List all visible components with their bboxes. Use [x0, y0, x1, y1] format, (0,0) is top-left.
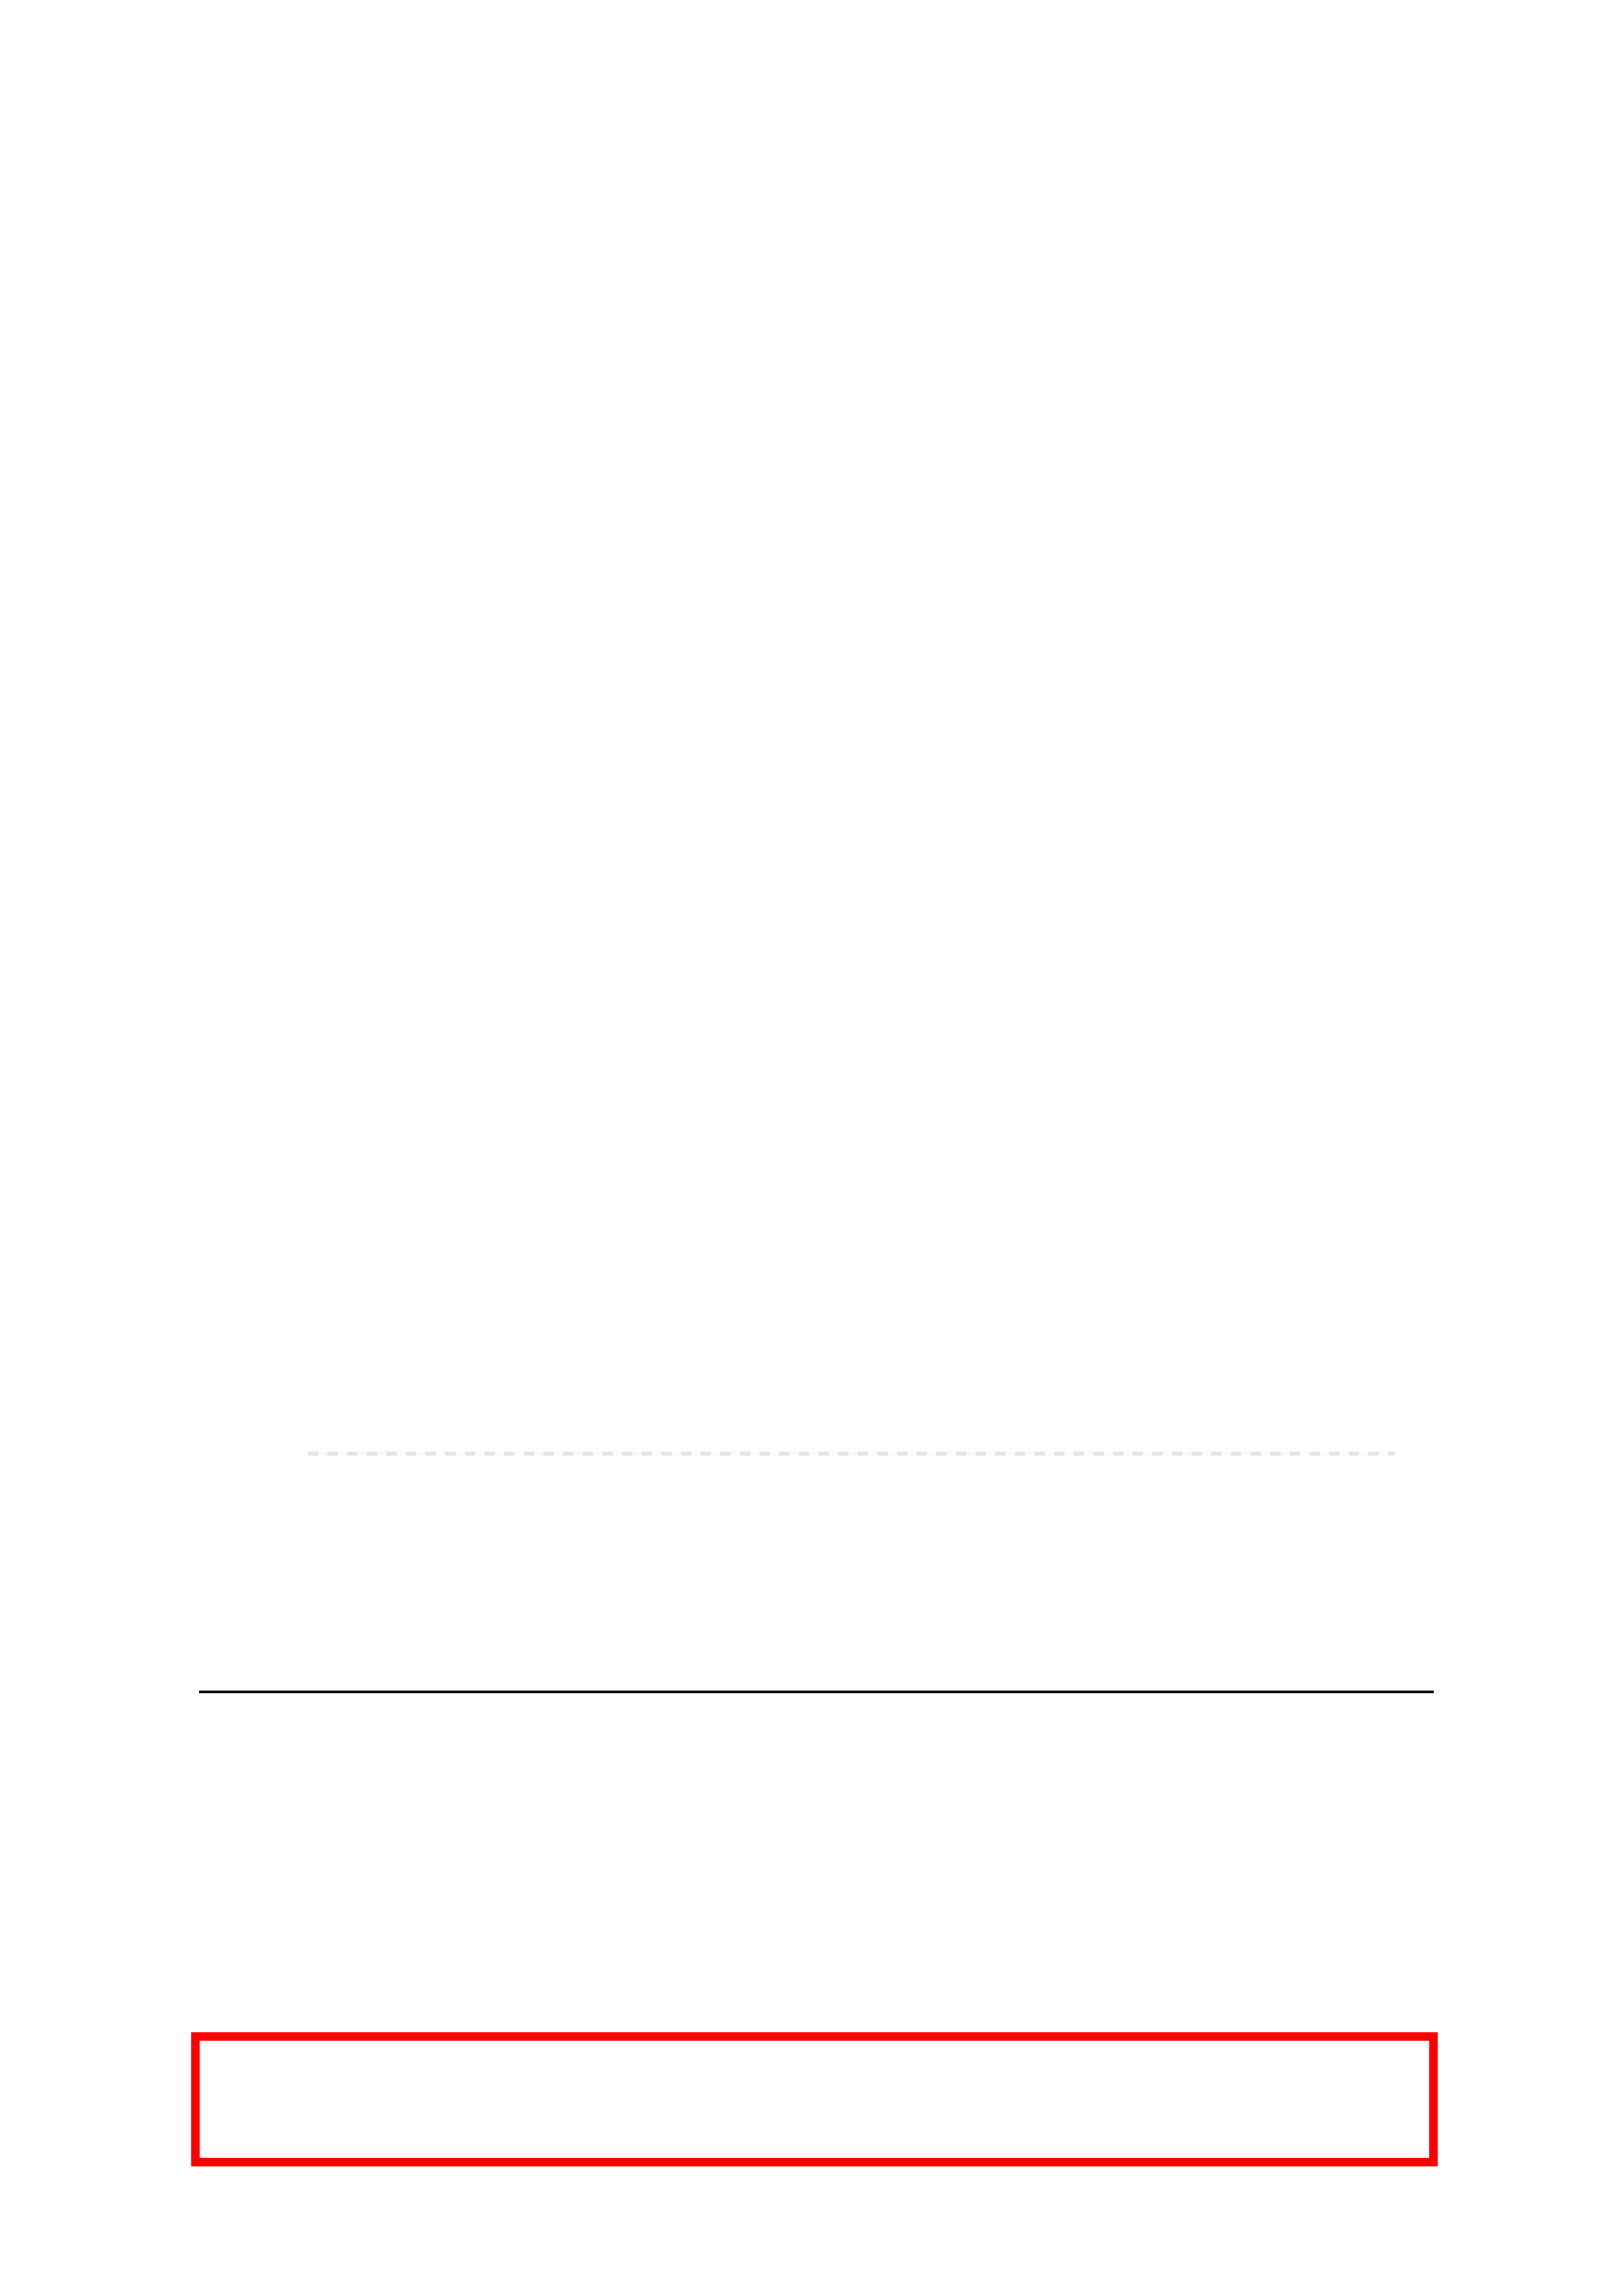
highlight-box — [191, 2032, 1438, 2166]
masthead-title — [0, 46, 1623, 223]
red-divider-line — [137, 454, 1486, 461]
projects-table — [199, 1691, 1434, 1693]
doc-number — [0, 376, 1623, 429]
table-title — [0, 1572, 1623, 1651]
faded-text-artifact — [308, 1452, 1395, 1456]
